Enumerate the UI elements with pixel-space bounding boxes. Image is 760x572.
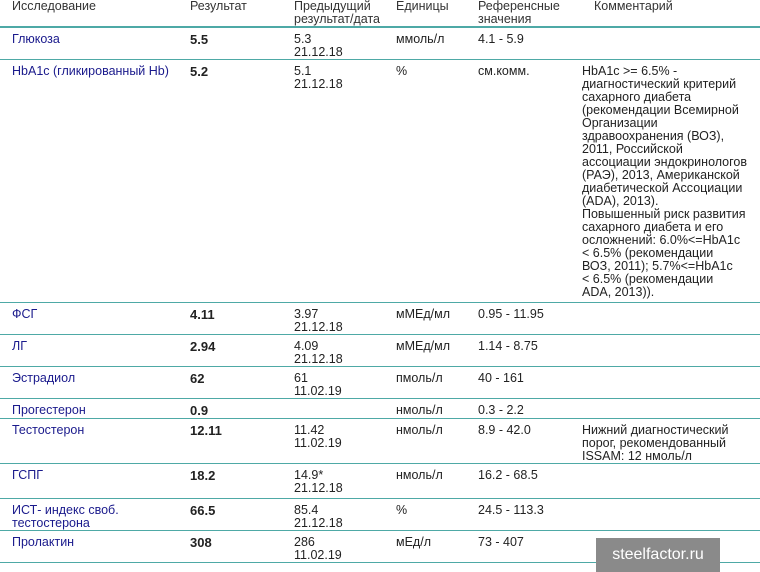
previous-value: 11.42 <box>294 423 325 437</box>
test-name: ЛГ <box>0 335 178 367</box>
table-row <box>0 335 760 367</box>
previous-date: 11.02.19 <box>294 548 342 562</box>
test-result: 66.5 <box>178 499 282 531</box>
previous-result <box>282 399 384 419</box>
test-result: 2.94 <box>178 335 282 367</box>
test-result: 5.5 <box>178 27 282 60</box>
comment-line: Организации <box>582 116 658 130</box>
test-units: пмоль/л <box>384 367 466 399</box>
comment-line: здравоохранения (ВОЗ), <box>582 129 725 143</box>
test-units: ммоль/л <box>384 27 466 60</box>
test-result: 5.2 <box>178 60 282 303</box>
test-comment <box>574 27 760 60</box>
reference-range: 0.3 - 2.2 <box>466 399 574 419</box>
previous-date: 21.12.18 <box>294 516 343 530</box>
test-comment <box>574 303 760 335</box>
reference-range: 0.95 - 11.95 <box>466 303 574 335</box>
header-units: Единицы <box>384 0 466 27</box>
test-units: % <box>384 60 466 303</box>
table-row <box>0 464 760 499</box>
test-units: нмоль/л <box>384 399 466 419</box>
comment-line: ВОЗ, 2011); 5.7%<=HbA1c <box>582 259 733 273</box>
previous-value: 5.1 <box>294 64 312 78</box>
comment-line: сахарного диабета и его <box>582 220 724 234</box>
previous-result <box>282 531 384 563</box>
previous-value: 61 <box>294 371 308 385</box>
previous-value: 85.4 <box>294 503 319 517</box>
previous-date: 21.12.18 <box>294 45 343 59</box>
test-name: Пролактин <box>0 531 178 563</box>
comment-line: диагностический критерий <box>582 77 737 91</box>
previous-result <box>282 27 384 60</box>
test-comment <box>574 399 760 419</box>
comment-line: (рекомендации Всемирной <box>582 103 739 117</box>
previous-result <box>282 464 384 499</box>
header-comment: Комментарий <box>574 0 760 27</box>
header-result: Результат <box>178 0 282 27</box>
test-result: 0.9 <box>178 399 282 419</box>
comment-line: Повышенный риск развития <box>582 207 746 221</box>
reference-range: 1.14 - 8.75 <box>466 335 574 367</box>
previous-value: 5.3 <box>294 32 312 46</box>
previous-result <box>282 335 384 367</box>
comment-line: сахарного диабета <box>582 90 692 104</box>
comment-line: 2011, Российской <box>582 142 683 156</box>
test-comment <box>574 367 760 399</box>
table-row <box>0 499 760 531</box>
comment-line: < 6.5% (рекомендации <box>582 272 714 286</box>
test-result: 4.11 <box>178 303 282 335</box>
test-result: 62 <box>178 367 282 399</box>
reference-range: см.комм. <box>466 60 574 303</box>
header-reference: Референсные значения <box>466 0 574 27</box>
watermark: steelfactor.ru <box>596 538 720 572</box>
test-units: мМЕд/мл <box>384 303 466 335</box>
test-name: Глюкоза <box>0 27 178 60</box>
header-name: Исследование <box>0 0 178 27</box>
comment-line: порог, рекомендованный <box>582 436 726 450</box>
test-name: HbA1c (гликированный Hb) <box>0 60 178 303</box>
previous-result <box>282 419 384 464</box>
test-name: Прогестерон <box>0 399 178 419</box>
comment-line: (РАЭ), 2013, Американской <box>582 168 740 182</box>
previous-date: 11.02.19 <box>294 384 342 398</box>
previous-date: 21.12.18 <box>294 352 343 366</box>
test-units: мЕд/л <box>384 531 466 563</box>
reference-range: 8.9 - 42.0 <box>466 419 574 464</box>
previous-result <box>282 303 384 335</box>
test-result: 12.11 <box>178 419 282 464</box>
test-comment <box>574 335 760 367</box>
previous-result <box>282 367 384 399</box>
table-row <box>0 27 760 60</box>
comment-line: < 6.5% (рекомендации <box>582 246 714 260</box>
test-name: Эстрадиол <box>0 367 178 399</box>
test-result: 308 <box>178 531 282 563</box>
comment-line: ISSAM: 12 нмоль/л <box>582 449 692 463</box>
reference-range: 73 - 407 <box>466 531 574 563</box>
test-name: ГСПГ <box>0 464 178 499</box>
reference-range: 24.5 - 113.3 <box>466 499 574 531</box>
test-units: нмоль/л <box>384 419 466 464</box>
test-units: нмоль/л <box>384 464 466 499</box>
previous-value: 3.97 <box>294 307 319 321</box>
comment-line: диабетической Ассоциации <box>582 181 743 195</box>
previous-result <box>282 60 384 303</box>
table-row <box>0 367 760 399</box>
test-name: ИСТ- индекс своб. тестостерона <box>0 499 178 531</box>
comment-line: (ADA), 2013). <box>582 194 659 208</box>
test-units: мМЕд/мл <box>384 335 466 367</box>
previous-date: 21.12.18 <box>294 481 343 495</box>
test-units: % <box>384 499 466 531</box>
previous-result <box>282 499 384 531</box>
test-comment <box>574 60 760 303</box>
comment-line: осложнений: 6.0%<=HbA1c <box>582 233 741 247</box>
test-name: ФСГ <box>0 303 178 335</box>
table-row <box>0 303 760 335</box>
previous-value: 286 <box>294 535 315 549</box>
previous-value: 4.09 <box>294 339 319 353</box>
comment-line: HbA1c >= 6.5% - <box>582 64 678 78</box>
test-comment <box>574 419 760 464</box>
header-row <box>0 0 760 27</box>
header-previous: Предыдущий результат/дата <box>282 0 384 27</box>
previous-date: 21.12.18 <box>294 320 343 334</box>
reference-range: 4.1 - 5.9 <box>466 27 574 60</box>
table-row <box>0 419 760 464</box>
comment-line: ADA, 2013)). <box>582 285 655 299</box>
previous-value: 14.9* <box>294 468 324 482</box>
comment-line: Нижний диагностический <box>582 423 729 437</box>
reference-range: 16.2 - 68.5 <box>466 464 574 499</box>
comment-line: ассоциации эндокринологов <box>582 155 748 169</box>
table-row <box>0 399 760 419</box>
reference-range: 40 - 161 <box>466 367 574 399</box>
table-row <box>0 60 760 303</box>
previous-date: 21.12.18 <box>294 77 343 91</box>
previous-date: 11.02.19 <box>294 436 342 450</box>
test-name: Тестостерон <box>0 419 178 464</box>
test-result: 18.2 <box>178 464 282 499</box>
test-comment <box>574 499 760 531</box>
test-comment <box>574 464 760 499</box>
